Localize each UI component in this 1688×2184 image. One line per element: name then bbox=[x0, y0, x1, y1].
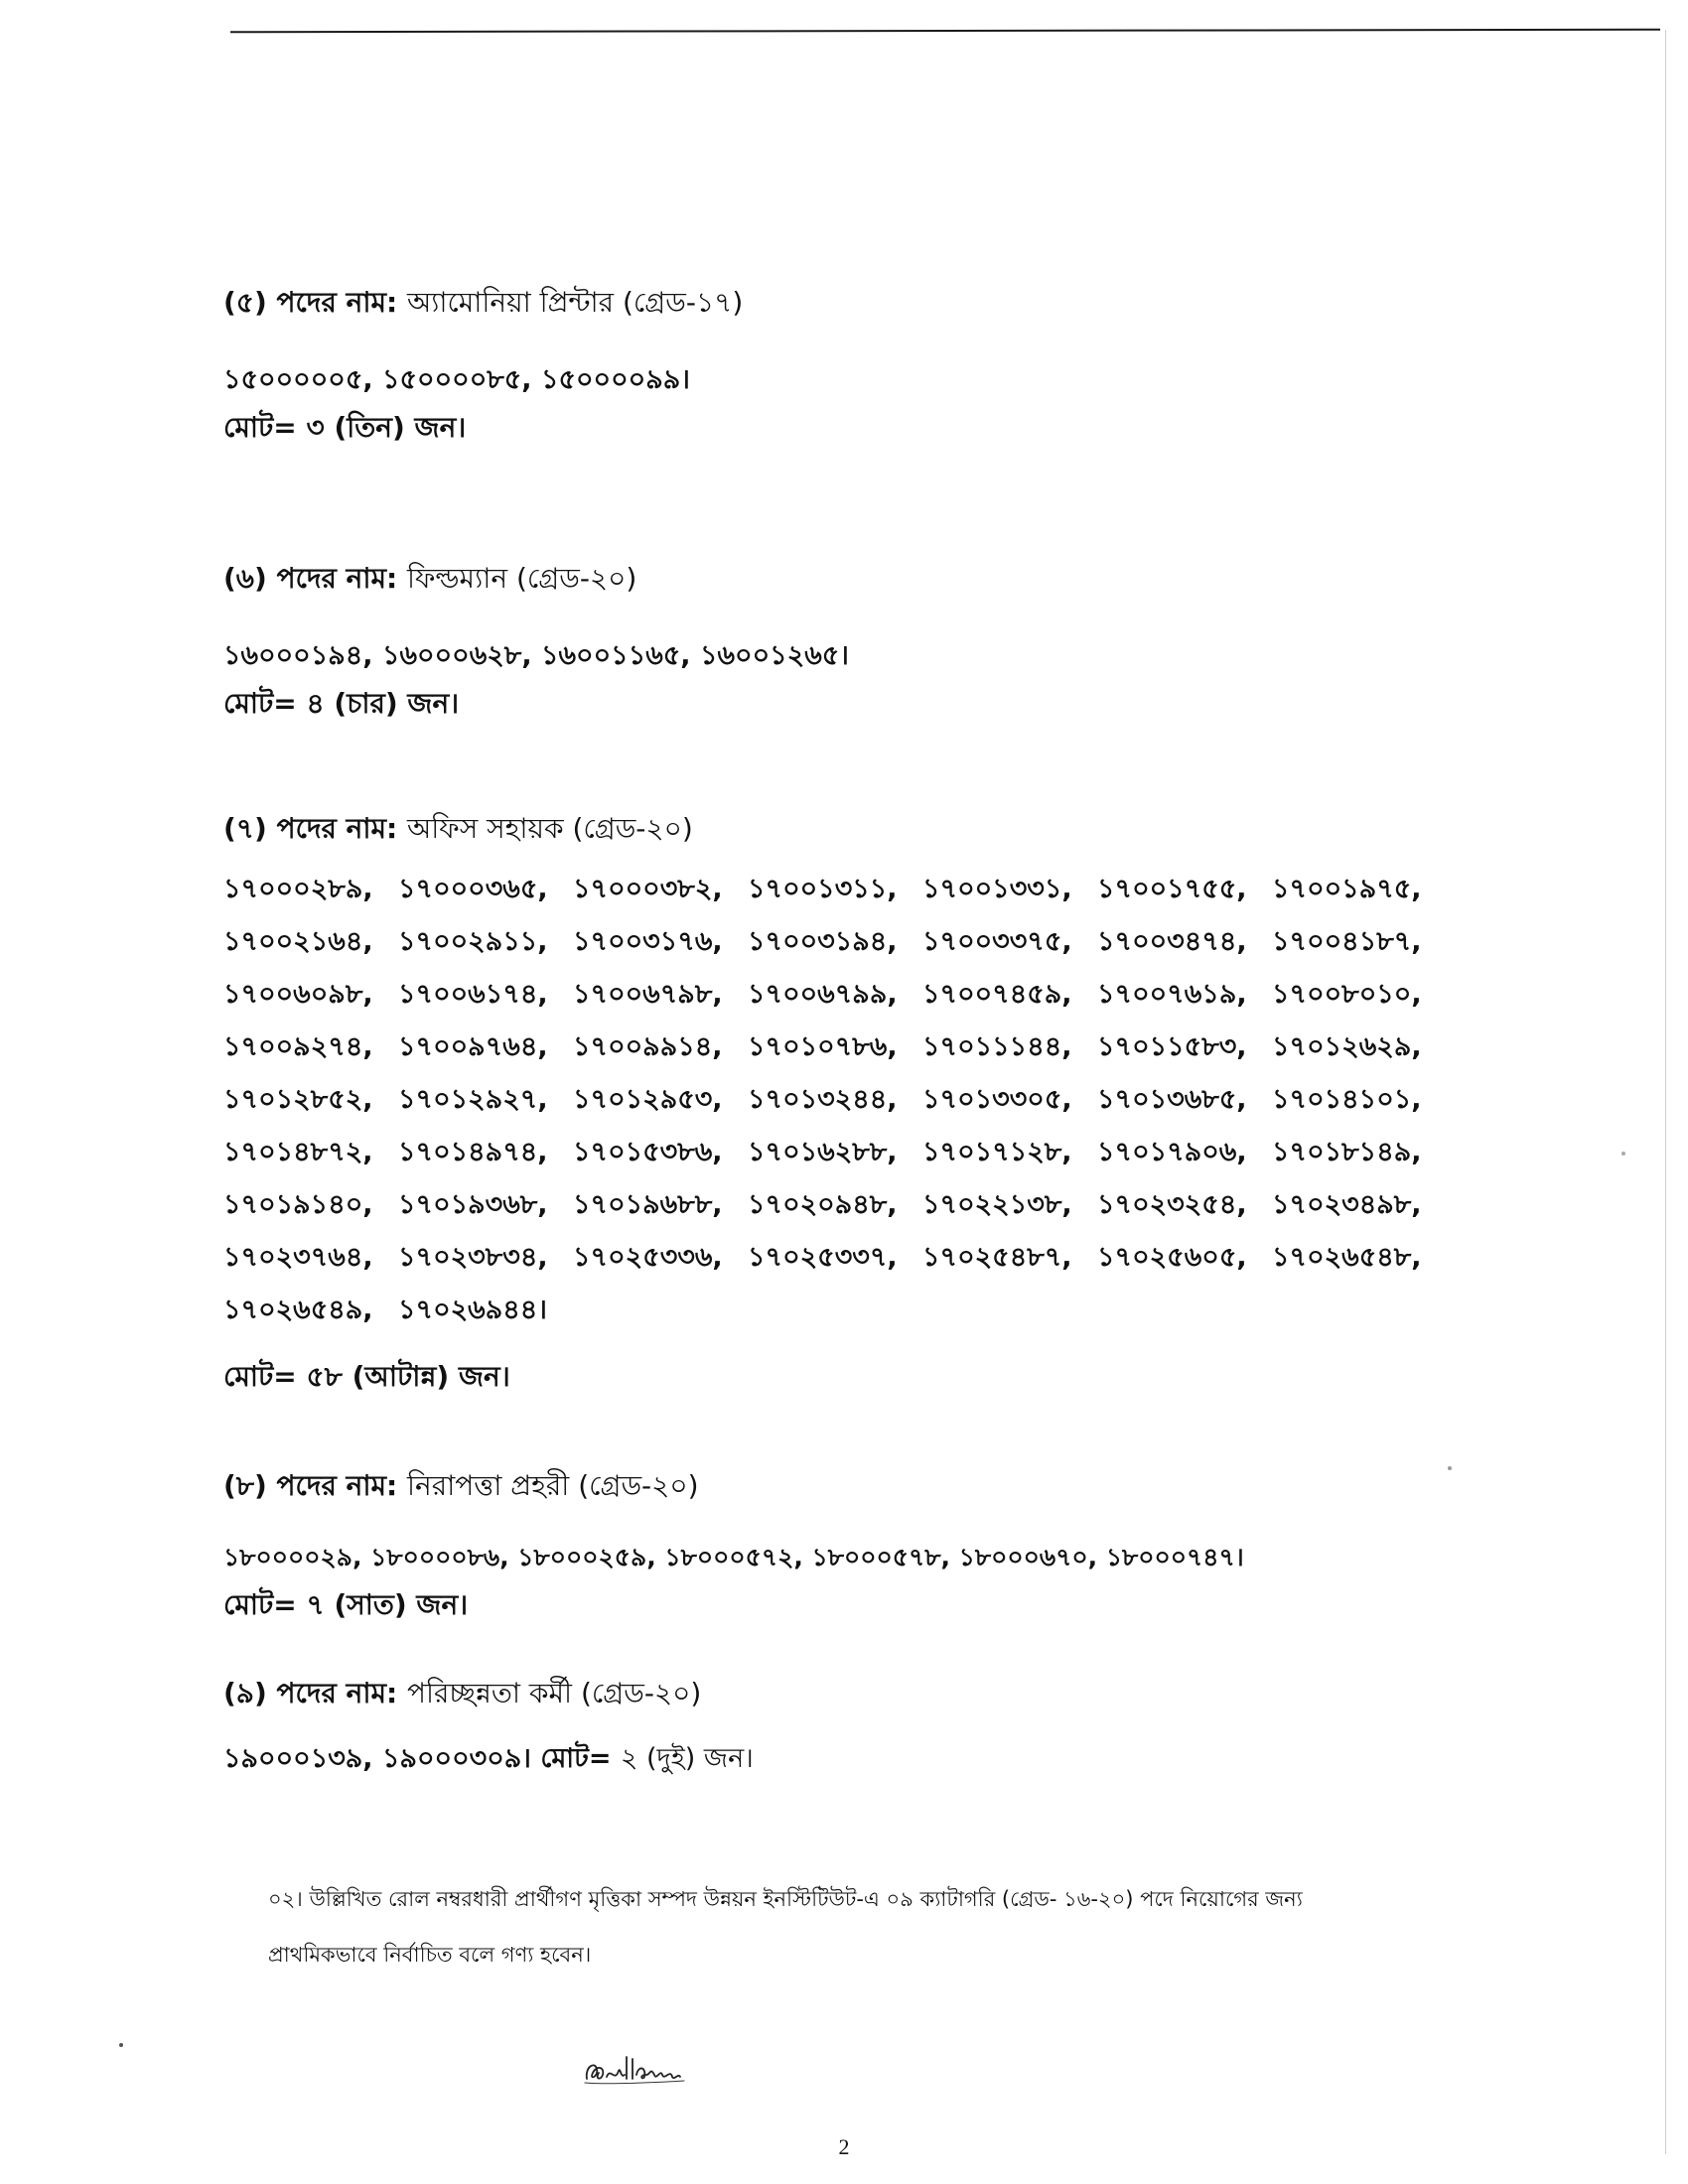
roll-number: ১৭০১২৯২৭, bbox=[398, 1084, 548, 1115]
section-heading bbox=[223, 809, 1475, 849]
roll-number: ১৭০২৫৬০৫, bbox=[1097, 1242, 1247, 1273]
total-line bbox=[223, 684, 1475, 724]
roll-number: ১৭০০১৩১১, bbox=[748, 874, 898, 904]
section-office-assistant bbox=[223, 809, 1475, 1397]
roll-number: ১৭০০০৩৮২, bbox=[573, 874, 723, 904]
roll-number: ১৭০০৪১৮৭, bbox=[1272, 926, 1422, 957]
roll-number: ১৭০১২৬২৯, bbox=[1272, 1031, 1422, 1062]
roll-number: ১৭০১৩৩০৫, bbox=[922, 1084, 1072, 1115]
roll-number: ১৭০২২১৩৮, bbox=[922, 1189, 1072, 1220]
post-name-label: পদের নাম: bbox=[276, 286, 398, 319]
post-name-label: পদের নাম: bbox=[276, 1469, 398, 1502]
total-count: ৪ (চার) জন। bbox=[306, 687, 460, 720]
total-count: ৫৮ (আটান্ন) জন। bbox=[306, 1360, 510, 1393]
roll-number: ১৭০০৩১৯৪, bbox=[748, 926, 898, 957]
section-ammonia-printer bbox=[223, 283, 1475, 448]
post-title: নিরাপত্তা প্রহরী (গ্রেড-২০) bbox=[406, 1469, 699, 1502]
note-line-2: প্রাথমিকভাবে নির্বাচিত বলে গণ্য হবেন। bbox=[268, 1943, 592, 1967]
roll-number: ১৭০০৯৯১৪, bbox=[573, 1031, 723, 1062]
roll-number: ১৭০০৯৭৬৪, bbox=[398, 1031, 548, 1062]
roll-number: ১৭০০২৯১১, bbox=[398, 926, 548, 957]
roll-number: ১৭০০৭৬১৯, bbox=[1097, 979, 1247, 1010]
roll-number: ১৭০০০৩৬৫, bbox=[398, 874, 548, 904]
roll-number: ১৭০১১১৪৪, bbox=[922, 1031, 1072, 1062]
page-edge bbox=[1665, 30, 1666, 2154]
post-title: অ্যামোনিয়া প্রিন্টার (গ্রেড-১৭) bbox=[406, 286, 744, 319]
total-line bbox=[223, 1357, 1475, 1397]
note-line-1: ০২। উল্লিখিত রোল নম্বরধারী প্রার্থীগণ মৃত্তিকা সম্পদ উন্নয়ন ইনস্টিটিউট-এ ০৯ ক্যাটাগরি (গ্রেড- ১৬-২০) পদে নিয়োগের জন্য bbox=[268, 1887, 1303, 1911]
total-label: মোট= bbox=[223, 1588, 297, 1621]
roll-number-grid bbox=[223, 869, 1475, 1331]
section-fieldman bbox=[223, 559, 1475, 724]
section-number: (৯) bbox=[223, 1677, 267, 1709]
section-number: (৬) bbox=[223, 562, 267, 595]
roll-number: ১৭০১৫৩৮৬, bbox=[573, 1137, 723, 1167]
roll-number: ১৭০০৩১৭৬, bbox=[573, 926, 723, 957]
roll-number: ১৭০২৬৫৪৯, bbox=[223, 1295, 373, 1325]
roll-number: ১৭০০৭৪৫৯, bbox=[922, 979, 1072, 1010]
total-label: মোট= bbox=[223, 411, 297, 444]
roll-number: ১৭০২৩৭৬৪, bbox=[223, 1242, 373, 1273]
post-title: অফিস সহায়ক (গ্রেড-২০) bbox=[407, 812, 693, 845]
section-number: (৮) bbox=[223, 1469, 267, 1502]
scan-speck bbox=[119, 2043, 123, 2047]
roll-number: ১৭০২৩২৫৪, bbox=[1097, 1189, 1247, 1220]
roll-number: ১৭০০৬৭৯৮, bbox=[573, 979, 723, 1010]
post-name-label: পদের নাম: bbox=[276, 812, 398, 845]
total-count: ৩ (তিন) জন। bbox=[306, 411, 467, 444]
section-number: (৫) bbox=[223, 286, 267, 319]
section-heading bbox=[223, 1466, 1475, 1506]
section-heading bbox=[223, 1674, 1475, 1713]
roll-numbers: ১৫০০০০০৫, ১৫০০০০৮৫, ১৫০০০০৯৯। bbox=[223, 364, 690, 395]
roll-number: ১৭০০১৩৩১, bbox=[922, 874, 1072, 904]
post-title: ফিল্ডম্যান (গ্রেড-২০) bbox=[407, 562, 637, 595]
total-label: মোট= bbox=[223, 1360, 297, 1393]
roll-number: ১৭০২৫৩৩৬, bbox=[573, 1242, 723, 1273]
total-count: ৭ (সাত) জন। bbox=[306, 1588, 469, 1621]
roll-number: ১৭০০৬১৭৪, bbox=[398, 979, 548, 1010]
roll-number: ১৭০০৮০১০, bbox=[1272, 979, 1422, 1010]
roll-number: ১৭০০৬০৯৮, bbox=[223, 979, 373, 1010]
roll-number: ১৭০০৩৪৭৪, bbox=[1097, 926, 1247, 957]
roll-number: ১৭০০৯২৭৪, bbox=[223, 1031, 373, 1062]
page-number: 2 bbox=[838, 2134, 850, 2159]
roll-number: ১৭০১২৮৫২, bbox=[223, 1084, 373, 1115]
roll-and-total-line bbox=[223, 1739, 1475, 1779]
section-heading bbox=[223, 283, 1475, 323]
total-label: মোট= bbox=[540, 1743, 612, 1774]
section-cleaner bbox=[223, 1674, 1475, 1779]
roll-numbers: ১৮০০০০২৯, ১৮০০০০৮৬, ১৮০০০২৫৯, ১৮০০০৫৭২, ১৮০০০৫৭৮, ১৮০০০৬৭০, ১৮০০০৭৪৭। bbox=[223, 1543, 1244, 1571]
roll-number: ১৭০১৭১২৮, bbox=[922, 1137, 1072, 1167]
roll-number: ১৭০১০৭৮৬, bbox=[748, 1031, 898, 1062]
roll-number: ১৭০১৪৯৭৪, bbox=[398, 1137, 548, 1167]
roll-numbers: ১৬০০০১৯৪, ১৬০০০৬২৮, ১৬০০১১৬৫, ১৬০০১২৬৫। bbox=[223, 640, 849, 671]
roll-number: ১৭০১৪১০১, bbox=[1272, 1084, 1422, 1115]
roll-number: ১৭০০০২৮৯, bbox=[223, 874, 373, 904]
scan-speck bbox=[1621, 1152, 1625, 1156]
roll-number: ১৭০১৩৬৮৫, bbox=[1097, 1084, 1247, 1115]
roll-numbers: ১৯০০০১৩৯, ১৯০০০৩০৯। bbox=[223, 1743, 531, 1774]
roll-number: ১৭০১৩২৪৪, bbox=[748, 1084, 898, 1115]
signature-image bbox=[581, 2053, 700, 2089]
roll-number: ১৭০২৫৪৮৭, bbox=[922, 1242, 1072, 1273]
roll-number: ১৭০১৬২৮৮, bbox=[748, 1137, 898, 1167]
roll-number: ১৭০২৩৮৩৪, bbox=[398, 1242, 548, 1273]
roll-number: ১৭০১২৯৫৩, bbox=[573, 1084, 723, 1115]
section-heading bbox=[223, 559, 1475, 599]
roll-number: ১৭০১৯৬৮৮, bbox=[573, 1189, 723, 1220]
roll-number: ১৭০২৬৯৪৪। bbox=[398, 1295, 547, 1325]
note-paragraph bbox=[268, 1871, 1460, 1982]
roll-number: ১৭০২০৯৪৮, bbox=[748, 1189, 898, 1220]
total-line bbox=[223, 408, 1475, 448]
total-count: ২ (দুই) জন। bbox=[620, 1743, 754, 1774]
roll-number: ১৭০০২১৬৪, bbox=[223, 926, 373, 957]
section-security-guard bbox=[223, 1466, 1475, 1625]
roll-number: ১৭০১৮১৪৯, bbox=[1272, 1137, 1422, 1167]
scan-speck bbox=[1448, 1466, 1452, 1470]
total-label: মোট= bbox=[223, 687, 297, 720]
roll-number: ১৭০১৯১৪০, bbox=[223, 1189, 373, 1220]
section-number: (৭) bbox=[223, 812, 267, 845]
roll-number: ১৭০০১৯৭৫, bbox=[1272, 874, 1422, 904]
roll-number: ১৭০১৯৩৬৮, bbox=[398, 1189, 548, 1220]
roll-number: ১৭০২৩৪৯৮, bbox=[1272, 1189, 1422, 1220]
roll-number: ১৭০০৬৭৯৯, bbox=[748, 979, 898, 1010]
post-title: পরিচ্ছন্নতা কর্মী (গ্রেড-২০) bbox=[406, 1677, 702, 1709]
roll-number: ১৭০১৪৮৭২, bbox=[223, 1137, 373, 1167]
roll-number: ১৭০১১৫৮৩, bbox=[1097, 1031, 1247, 1062]
top-rule bbox=[230, 29, 1660, 34]
roll-number: ১৭০১৭৯০৬, bbox=[1097, 1137, 1247, 1167]
total-line bbox=[223, 1585, 1475, 1625]
roll-number: ১৭০০১৭৫৫, bbox=[1097, 874, 1247, 904]
roll-number: ১৭০০৩৩৭৫, bbox=[922, 926, 1072, 957]
roll-number: ১৭০২৫৩৩৭, bbox=[748, 1242, 898, 1273]
post-name-label: পদের নাম: bbox=[276, 562, 398, 595]
post-name-label: পদের নাম: bbox=[276, 1677, 398, 1709]
roll-number: ১৭০২৬৫৪৮, bbox=[1272, 1242, 1422, 1273]
